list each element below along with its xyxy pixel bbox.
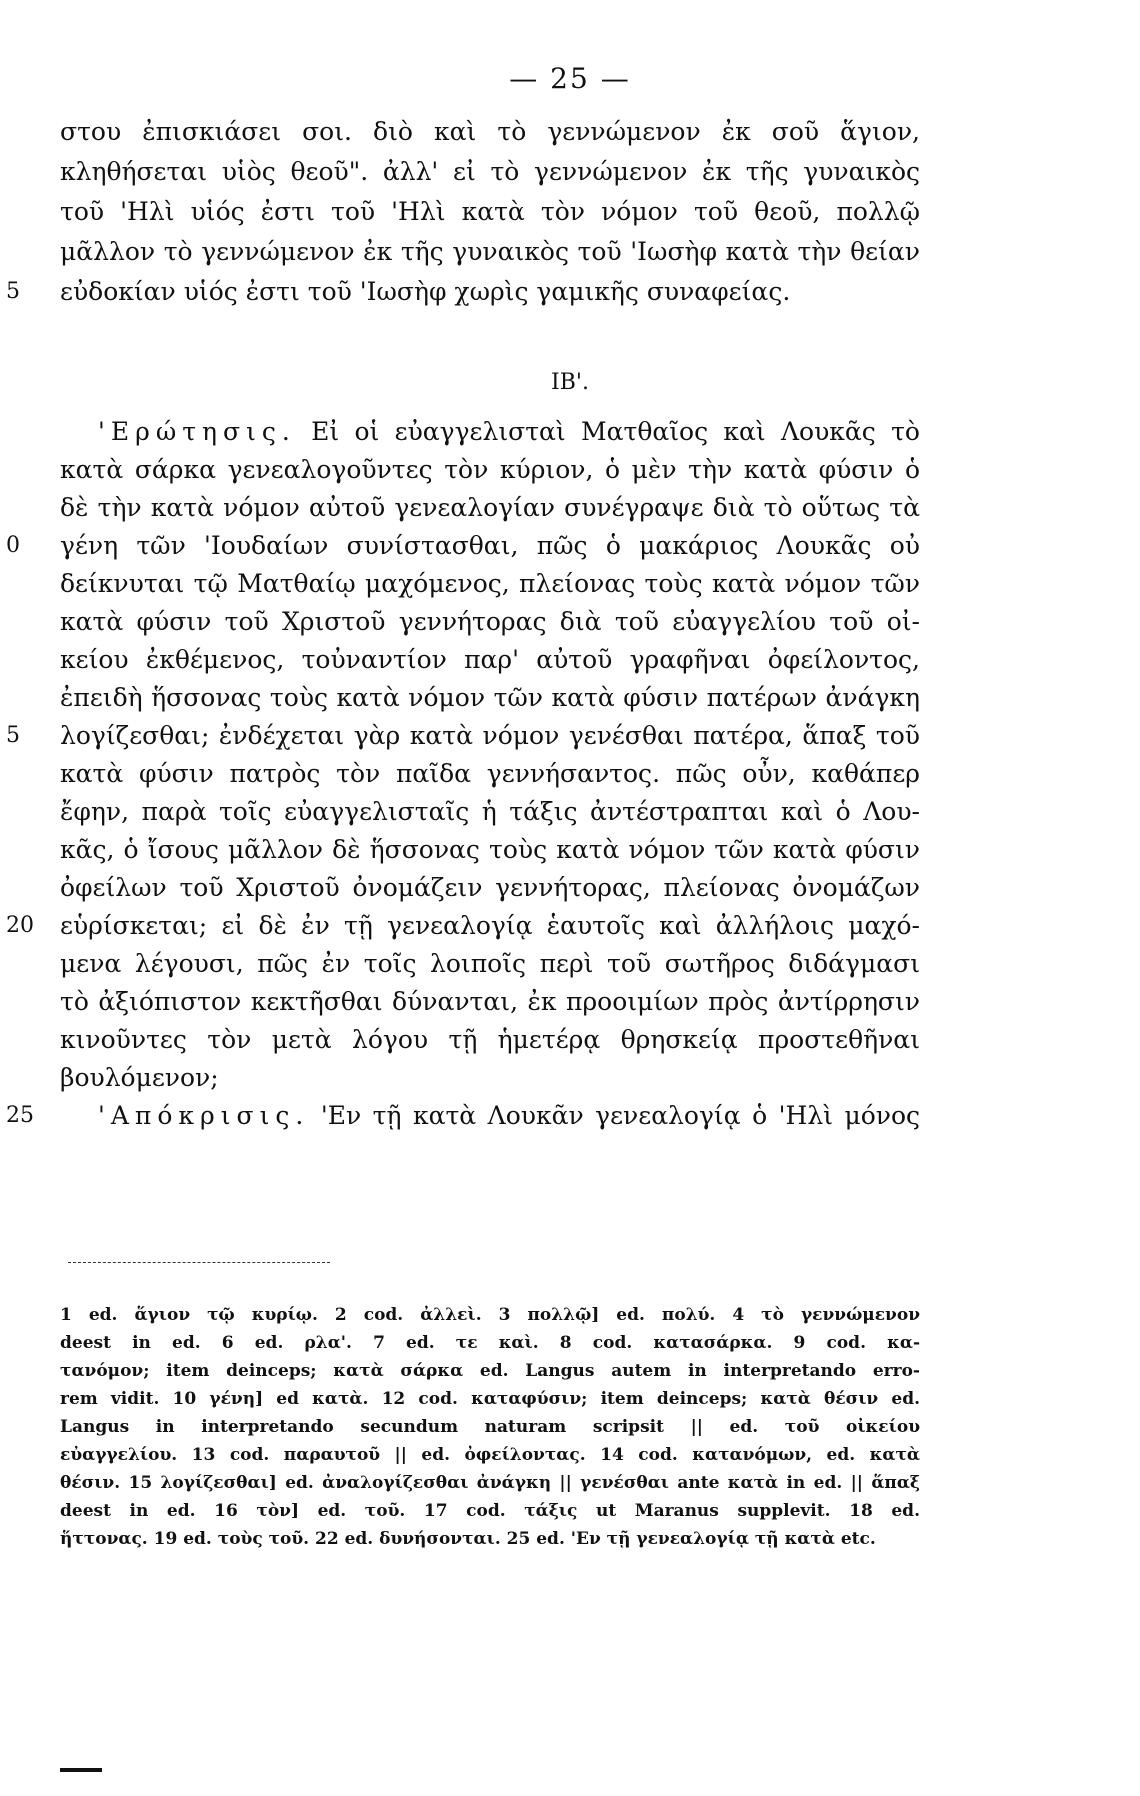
text-line: δὲ τὴν κατὰ νόμον αὐτοῦ γενεαλογίαν συνέγραψε διὰ τὸ οὕτως τὰ: [60, 493, 920, 522]
footnote-line: θέσιν. 15 λογίζεσθαι] ed. ἀναλογίζεσθαι ἀνάγκη || γενέσθαι ante κατὰ in ed. || ἅπαξ: [60, 1473, 920, 1493]
text-line: κᾶς, ὁ ἴσους μᾶλλον δὲ ἥσσονας τοὺς κατὰ νόμον τῶν κατὰ φύσιν: [60, 835, 920, 864]
line-number: 0: [6, 533, 20, 558]
text-line: στου ἐπισκιάσει σοι. διὸ καὶ τὸ γεννώμενον ἐκ σοῦ ἅγιον,: [60, 117, 920, 146]
page-number: — 25 —: [509, 62, 631, 95]
footnote-line: deest in ed. 16 τὸν] ed. τοῦ. 17 cod. τάξις ut Maranus supplevit. 18 ed.: [60, 1501, 920, 1521]
footnote-line: rem vidit. 10 γένη] ed κατὰ. 12 cod. καταφύσιν; item deinceps; κατὰ θέσιν ed.: [60, 1389, 920, 1409]
text-line: μενα λέγουσι, πῶς ἐν τοῖς λοιποῖς περὶ τοῦ σωτῆρος διδάγμασι: [60, 949, 920, 978]
text-line: 'Εν τῇ κατὰ Λουκᾶν γενεαλογίᾳ ὁ 'Ηλὶ μόνος: [320, 1101, 920, 1130]
text-line: κληθήσεται υἱὸς θεοῦ". ἀλλ' εἰ τὸ γεννώμενον ἐκ τῆς γυναικὸς: [60, 157, 920, 186]
text-line: βουλόμενον;: [60, 1063, 219, 1092]
footnote-line: deest in ed. 6 ed. ρλα'. 7 ed. τε καὶ. 8 cod. κατασάρκα. 9 cod. κα-: [60, 1333, 920, 1353]
text-line: ὀφείλων τοῦ Χριστοῦ ὀνομάζειν γεννήτορας, πλείονας ὀνομάζων: [60, 873, 920, 902]
answer-first-line: [60, 1096, 920, 1136]
scan-mark: [60, 1768, 102, 1772]
text-line: κείου ἐκθέμενος, τοὐναντίον παρ' αὐτοῦ γραφῆναι ὀφείλοντος,: [60, 645, 920, 674]
text-line: κατὰ σάρκα γενεαλογοῦντες τὸν κύριον, ὁ μὲν τὴν κατὰ φύσιν ὁ: [60, 455, 920, 484]
line-number: 5: [6, 723, 20, 748]
text-line: εὑρίσκεται; εἰ δὲ ἐν τῇ γενεαλογίᾳ ἑαυτοῖς καὶ ἀλλήλοις μαχό-: [60, 911, 920, 940]
text-line: Εἰ οἱ εὐαγγελισταὶ Ματθαῖος καὶ Λουκᾶς τὸ: [311, 417, 920, 446]
text-line: κινοῦντες τὸν μετὰ λόγου τῇ ἡμετέρᾳ θρησκείᾳ προστεθῆναι: [60, 1025, 920, 1054]
line-number: 20: [6, 913, 34, 938]
text-line: μᾶλλον τὸ γεννώμενον ἐκ τῆς γυναικὸς τοῦ 'Ιωσὴφ κατὰ τὴν θείαν: [60, 237, 920, 266]
text-line: κατὰ φύσιν πατρὸς τὸν παῖδα γεννήσαντος. πῶς οὖν, καθάπερ: [60, 759, 920, 788]
text-line: ἔφην, παρὰ τοῖς εὐαγγελισταῖς ἡ τάξις ἀντέστραπται καὶ ὁ Λου-: [60, 797, 920, 826]
text-line: κατὰ φύσιν τοῦ Χριστοῦ γεννήτορας διὰ τοῦ εὐαγγελίου τοῦ οἰ-: [60, 607, 920, 636]
text-line: γένη τῶν 'Ιουδαίων συνίστασθαι, πῶς ὁ μακάριος Λουκᾶς οὐ: [60, 531, 920, 560]
text-line: εὐδοκίαν υἱός ἐστι τοῦ 'Ιωσὴφ χωρὶς γαμικῆς συναφείας.: [60, 277, 791, 306]
question-first-line: [60, 412, 920, 452]
footnote-line: 1 ed. ἅγιον τῷ κυρίῳ. 2 cod. ἀλλεὶ. 3 πολλῷ] ed. πολύ. 4 τὸ γεννώμενον: [60, 1305, 920, 1325]
answer-label: 'Απόκρισις.: [98, 1101, 310, 1130]
section-heading: ΙΒ'.: [551, 370, 589, 395]
question-label: 'Ερώτησις.: [98, 417, 296, 446]
text-line: δείκνυται τῷ Ματθαίῳ μαχόμενος, πλείονας τοὺς κατὰ νόμον τῶν: [60, 569, 920, 598]
footnote-line: τανόμον; item deinceps; κατὰ σάρκα ed. Langus autem in interpretando erro-: [60, 1361, 920, 1381]
text-line: τοῦ 'Ηλὶ υἱός ἐστι τοῦ 'Ηλὶ κατὰ τὸν νόμον τοῦ θεοῦ, πολλῷ: [60, 197, 920, 226]
line-number: 25: [6, 1103, 34, 1128]
text-line: τὸ ἀξιόπιστον κεκτῆσθαι δύνανται, ἐκ προοιμίων πρὸς ἀντίρρησιν: [60, 987, 920, 1016]
footnote-separator: [68, 1262, 330, 1263]
footnote-line: Langus in interpretando secundum naturam scripsit || ed. τοῦ οἰκείου: [60, 1417, 920, 1437]
text-line: λογίζεσθαι; ἐνδέχεται γὰρ κατὰ νόμον γενέσθαι πατέρα, ἅπαξ τοῦ: [60, 721, 920, 750]
footnote-line: ἥττονας. 19 ed. τοὺς τοῦ. 22 ed. δυνήσονται. 25 ed. 'Εν τῇ γενεαλογίᾳ τῇ κατὰ etc.: [60, 1529, 876, 1549]
text-line: ἐπειδὴ ἥσσονας τοὺς κατὰ νόμον τῶν κατὰ φύσιν πατέρων ἀνάγκη: [60, 683, 920, 712]
line-number: 5: [6, 279, 20, 304]
footnote-line: εὐαγγελίου. 13 cod. παραυτοῦ || ed. ὀφείλοντας. 14 cod. κατανόμων, ed. κατὰ: [60, 1445, 920, 1465]
